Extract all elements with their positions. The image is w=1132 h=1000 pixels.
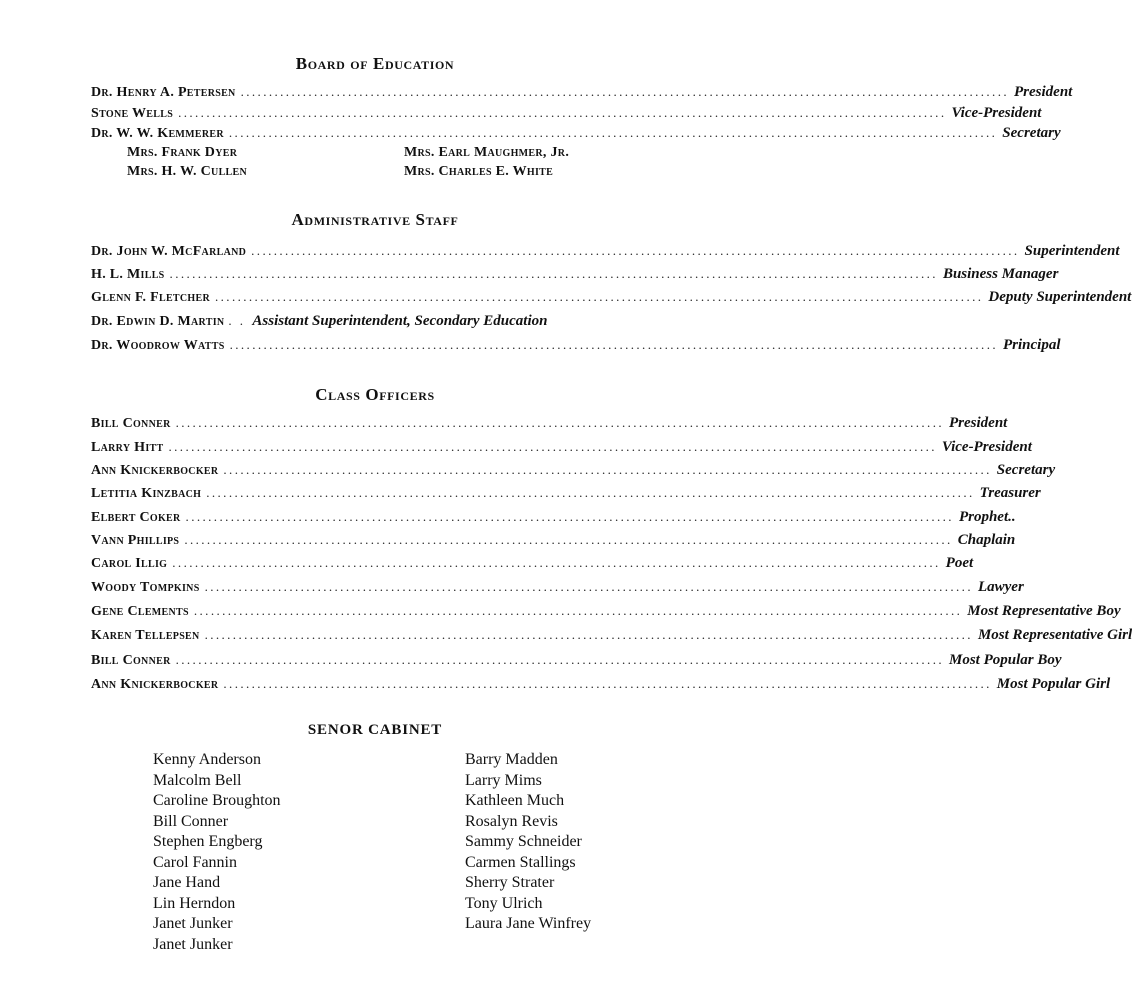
officers-heading: Class Officers	[315, 385, 435, 404]
dot-leader: ........................................................................................................................................	[175, 415, 944, 430]
officer-row	[91, 627, 1132, 647]
cabinet-member: Kathleen Much	[465, 792, 565, 809]
cabinet-right-column	[465, 750, 591, 935]
officer-title: Lawyer	[977, 579, 1024, 595]
dot-leader: ........................................................................................................................................	[251, 243, 1020, 258]
admin-row	[91, 337, 1061, 357]
officer-row	[91, 579, 1024, 599]
officer-row	[91, 485, 1041, 505]
admin-title: Business Manager	[942, 266, 1059, 282]
officer-title: Prophet..	[958, 509, 1016, 525]
admin-name: H. L. Mills	[91, 267, 165, 282]
cabinet-member: Bill Conner	[153, 812, 229, 830]
dot-leader: ........................................................................................................................................	[206, 485, 975, 500]
admin-row	[91, 266, 1059, 286]
cabinet-member: Carol Fannin	[153, 853, 237, 871]
officer-name: Vann Phillips	[91, 533, 180, 548]
board-officer-title: President	[1014, 84, 1073, 100]
dot-leader: ........................................................................................................................................	[240, 84, 1009, 99]
officer-name: Gene Clements	[91, 604, 189, 619]
board-officer-title: Secretary	[1002, 125, 1061, 141]
officer-row	[91, 532, 1016, 552]
cabinet-member: Kenny Anderson	[153, 751, 261, 768]
dot-leader: . .	[228, 313, 246, 328]
cabinet-member: Carmen Stallings	[465, 853, 576, 871]
cabinet-left-column	[153, 750, 281, 955]
board-officer-row	[91, 84, 1073, 104]
board-officer-title: Vice-President	[951, 105, 1042, 121]
admin-name: Glenn F. Fletcher	[91, 290, 210, 305]
officer-name: Bill Conner	[91, 653, 171, 668]
dot-leader: ........................................................................................................................................	[178, 105, 947, 120]
cabinet-member: Lin Herndon	[153, 894, 236, 912]
dot-leader: ........................................................................................................................................	[169, 266, 938, 281]
board-officer-row	[91, 125, 1061, 145]
officer-title: Most Popular Girl	[996, 676, 1111, 692]
admin-title: Deputy Superintendent	[988, 289, 1132, 305]
dot-leader: ........................................................................................................................................	[228, 125, 998, 140]
officer-name: Ann Knickerbocker	[91, 463, 219, 478]
officer-name: Letitia Kinzbach	[91, 486, 202, 501]
board-member: Mrs. Earl Maughmer, Jr.	[404, 145, 570, 160]
cabinet-member: Malcolm Bell	[153, 771, 242, 789]
officer-row	[91, 603, 1121, 623]
admin-name: Dr. Woodrow Watts	[91, 338, 225, 353]
officer-row	[91, 652, 1062, 672]
dot-leader: ........................................................................................................................................	[223, 462, 992, 477]
officer-row	[91, 462, 1056, 482]
admin-title: Assistant Superintendent, Secondary Education	[252, 313, 548, 329]
officer-name: Elbert Coker	[91, 510, 181, 525]
officer-row	[91, 415, 1008, 435]
cabinet-member: Laura Jane Winfrey	[465, 915, 592, 932]
dot-leader: ........................................................................................................................................	[204, 579, 973, 594]
dot-leader: ........................................................................................................................................	[193, 603, 963, 618]
officer-title: Poet	[945, 555, 974, 571]
cabinet-member: Sammy Schneider	[465, 833, 582, 850]
officer-row	[91, 555, 974, 575]
admin-name: Dr. John W. McFarland	[91, 244, 247, 259]
officer-name: Bill Conner	[91, 416, 171, 431]
officer-title: Vice-President	[941, 439, 1032, 455]
officer-name: Ann Knickerbocker	[91, 677, 219, 692]
officer-name: Woody Tompkins	[91, 580, 200, 595]
cabinet-member: Caroline Broughton	[153, 792, 281, 809]
cabinet-member: Sherry Strater	[465, 874, 555, 891]
admin-heading: Administrative Staff	[291, 210, 459, 229]
board-officer-name: Dr. Henry A. Petersen	[91, 85, 236, 100]
dot-leader: ........................................................................................................................................	[204, 627, 973, 642]
officer-name: Larry Hitt	[91, 440, 164, 455]
board-member: Mrs. H. W. Cullen	[127, 164, 248, 179]
cabinet-member: Larry Mims	[465, 771, 542, 789]
officer-title: Most Popular Boy	[949, 652, 1062, 668]
dot-leader: ........................................................................................................................................	[184, 532, 953, 547]
dot-leader: ........................................................................................................................................	[175, 652, 944, 667]
officer-title: President	[949, 415, 1008, 431]
cabinet-member: Jane Hand	[153, 874, 221, 891]
admin-row	[91, 289, 1132, 309]
officer-row	[91, 676, 1111, 696]
officer-title: Treasurer	[979, 485, 1041, 501]
officer-name: Karen Tellepsen	[91, 628, 200, 643]
cabinet-heading: SENOR CABINET	[307, 722, 443, 738]
dot-leader: ........................................................................................................................................	[168, 439, 937, 454]
dot-leader: ........................................................................................................................................	[172, 555, 941, 570]
board-officer-name: Stone Wells	[91, 106, 174, 121]
admin-title: Superintendent	[1024, 243, 1120, 259]
dot-leader: ........................................................................................................................................	[229, 337, 998, 352]
officer-title: Most Representative Boy	[967, 603, 1121, 619]
board-member: Mrs. Charles E. White	[404, 164, 554, 179]
board-heading: Board of Education	[295, 54, 455, 73]
cabinet-member: Rosalyn Revis	[465, 812, 558, 830]
officer-title: Secretary	[996, 462, 1056, 478]
officer-row	[91, 439, 1032, 459]
cabinet-member: Stephen Engberg	[153, 833, 263, 850]
officer-title: Chaplain	[957, 532, 1016, 548]
officer-name: Carol Illig	[91, 556, 168, 571]
cabinet-member: Janet Junker	[153, 935, 233, 953]
dot-leader: ........................................................................................................................................	[223, 676, 992, 691]
officer-title: Most Representative Girl	[977, 627, 1132, 643]
board-member: Mrs. Frank Dyer	[127, 145, 238, 160]
cabinet-member: Barry Madden	[465, 751, 558, 768]
admin-title: Principal	[1003, 337, 1061, 353]
admin-row	[91, 313, 655, 333]
dot-leader: ........................................................................................................................................	[185, 509, 954, 524]
board-officer-row	[91, 105, 1042, 125]
admin-name: Dr. Edwin D. Martin	[91, 314, 225, 329]
board-officer-name: Dr. W. W. Kemmerer	[91, 126, 224, 141]
officer-row	[91, 509, 1016, 529]
cabinet-member: Tony Ulrich	[465, 894, 543, 912]
cabinet-member: Janet Junker	[153, 915, 233, 932]
dot-leader: ........................................................................................................................................	[215, 289, 984, 304]
admin-row	[91, 243, 1120, 263]
